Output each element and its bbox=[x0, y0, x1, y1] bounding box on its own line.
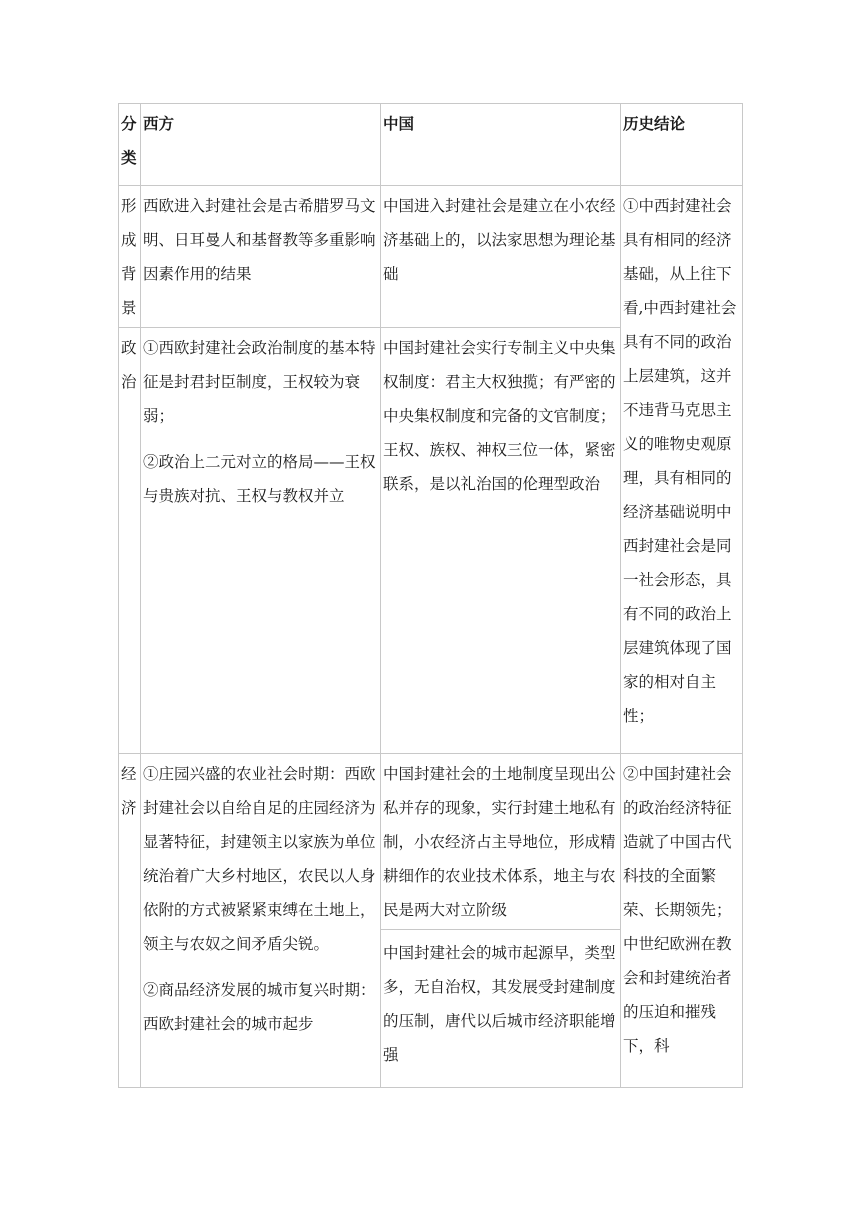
header-category: 分类 bbox=[119, 104, 141, 186]
politics-west-text-1: ①西欧封建社会政治制度的基本特征是封君封臣制度，王权较为衰弱； bbox=[143, 339, 376, 425]
cell-politics-west bbox=[141, 328, 381, 754]
category-formation: 形成背景 bbox=[119, 186, 141, 328]
economy-china-land-text: 中国封建社会的土地制度呈现出公私并存的现象，实行封建土地私有制，小农经济占主导地位，形成精耕细作的农业技术体系，地主与农民是两大对立阶级 bbox=[381, 754, 620, 930]
header-conclusion: 历史结论 bbox=[621, 104, 743, 186]
conclusion-1-text: ①中西封建社会具有相同的经济基础，从上往下看,中西封建社会具有不同的政治上层建筑，这并不违背马克思主义的唯物史观原理，具有相同的经济基础说明中西封建社会是同一社会形态，具有不同的政治上层建筑体现了国家的相对自主性； bbox=[623, 197, 737, 725]
politics-west-text-2: ②政治上二元对立的格局——王权与贵族对抗、王权与教权并立 bbox=[143, 453, 376, 505]
cell-formation-china bbox=[381, 186, 621, 328]
table-row-formation bbox=[119, 186, 743, 328]
cell-economy-west bbox=[141, 754, 381, 1088]
economy-west-text-2: ②商品经济发展的城市复兴时期：西欧封建社会的城市起步 bbox=[143, 981, 376, 1033]
politics-china-text: 中国封建社会实行专制主义中央集权制度：君主大权独揽；有严密的中央集权制度和完备的文官制度；王权、族权、神权三位一体，紧密联系，是以礼治国的伦理型政治 bbox=[383, 339, 616, 493]
economy-china-city-text: 中国封建社会的城市起源早，类型多，无自治权，其发展受封建制度的压制，唐代以后城市经济职能增强 bbox=[383, 944, 616, 1064]
comparison-table bbox=[118, 103, 743, 1088]
cell-economy-china bbox=[381, 754, 621, 1088]
cell-conclusion-2 bbox=[621, 754, 743, 1088]
formation-west-text: 西欧进入封建社会是古希腊罗马文明、日耳曼人和基督教等多重影响因素作用的结果 bbox=[143, 197, 376, 283]
economy-west-text-1: ①庄园兴盛的农业社会时期：西欧封建社会以自给自足的庄园经济为显著特征，封建领主以家族为单位统治着广大乡村地区，农民以人身依附的方式被紧紧束缚在土地上，领主与农奴之间矛盾尖锐。 bbox=[143, 765, 376, 953]
header-west: 西方 bbox=[141, 104, 381, 186]
formation-china-text: 中国进入封建社会是建立在小农经济基础上的，以法家思想为理论基础 bbox=[383, 197, 616, 283]
header-china: 中国 bbox=[381, 104, 621, 186]
category-economy: 经济 bbox=[119, 754, 141, 1088]
table-row-economy bbox=[119, 754, 743, 1088]
conclusion-2-text: ②中国封建社会的政治经济特征造就了中国古代科技的全面繁荣、长期领先；中世纪欧洲在教会和封建统治者的压迫和摧残下，科 bbox=[623, 765, 732, 1055]
category-politics: 政治 bbox=[119, 328, 141, 754]
cell-politics-china bbox=[381, 328, 621, 754]
table-header-row bbox=[119, 104, 743, 186]
cell-formation-west bbox=[141, 186, 381, 328]
cell-conclusion-1 bbox=[621, 186, 743, 754]
